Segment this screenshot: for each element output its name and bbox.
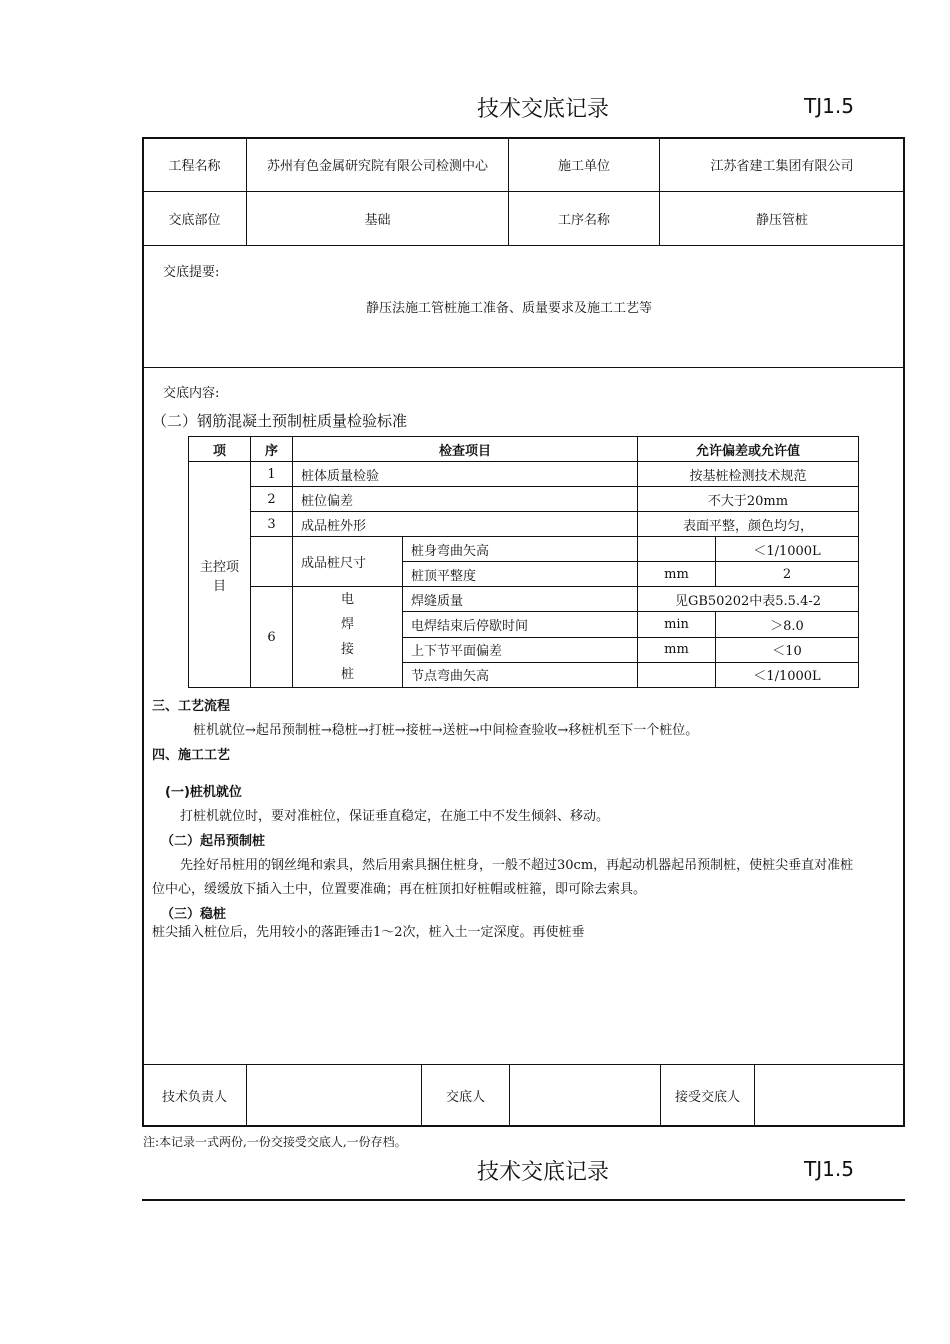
weld-item xyxy=(293,587,403,688)
row-item: 成品桩尺寸 xyxy=(293,537,403,587)
row-subitem: 桩身弯曲矢高 xyxy=(403,537,638,562)
section-1-text: 打桩机就位时，要对准桩位，保证垂直稳定，在施工中不发生倾斜、移动。 xyxy=(180,809,610,824)
row-subitem: 上下节平面偏差 xyxy=(403,637,638,662)
group-label: 主控项目 xyxy=(189,462,251,688)
table-row xyxy=(189,512,859,537)
form-code: TJ1.5 xyxy=(804,94,854,118)
next-page-rule xyxy=(142,1199,905,1201)
row-value: ＜10 xyxy=(716,637,859,662)
row-item: 桩位偏差 xyxy=(293,487,638,512)
quality-standard-table xyxy=(188,436,859,688)
row-value: ＞8.0 xyxy=(716,612,859,637)
row-unit: min xyxy=(638,612,716,637)
row-no: 1 xyxy=(251,462,293,487)
flow-heading: 三、工艺流程 xyxy=(152,699,231,714)
construction-unit-label: 施工单位 xyxy=(509,138,660,192)
flow-text: 桩机就位→起吊预制桩→稳桩→打桩→接桩→送桩→中间检查验收→移桩机至下一个桩位。 xyxy=(193,723,699,738)
col-header-value: 允许偏差或允许值 xyxy=(638,437,859,462)
table-row xyxy=(189,487,859,512)
row-no xyxy=(251,537,293,587)
handover-person-label: 交底人 xyxy=(422,1065,510,1127)
row-no: 6 xyxy=(251,587,293,688)
handover-person-signature xyxy=(510,1065,661,1127)
next-page-code: TJ1.5 xyxy=(804,1157,854,1181)
row-value: 不大于20mm xyxy=(638,487,859,512)
table-row xyxy=(189,462,859,487)
row-value: 见GB50202中表5.5.4-2 xyxy=(638,587,859,612)
project-name-label: 工程名称 xyxy=(143,138,247,192)
row-no: 3 xyxy=(251,512,293,537)
summary-divider xyxy=(142,367,905,368)
summary-label: 交底提要: xyxy=(163,265,220,280)
content-label: 交底内容: xyxy=(163,386,220,401)
row-subitem: 节点弯曲矢高 xyxy=(403,662,638,687)
row-subitem: 焊缝质量 xyxy=(403,587,638,612)
summary-text: 静压法施工管桩施工准备、质量要求及施工工艺等 xyxy=(366,301,653,316)
table-row xyxy=(189,537,859,562)
construction-unit-value: 江苏省建工集团有限公司 xyxy=(660,138,905,192)
row-value: 2 xyxy=(716,562,859,587)
section-1-heading: (一)桩机就位 xyxy=(165,785,242,800)
process-name-value: 静压管桩 xyxy=(660,192,905,246)
row-value: 表面平整，颜色均匀， xyxy=(638,512,859,537)
project-name-value: 苏州有色金属研究院有限公司检测中心 xyxy=(247,138,509,192)
row-item: 成品桩外形 xyxy=(293,512,638,537)
table-title: （二）钢筋混凝土预制桩质量检验标准 xyxy=(152,412,408,430)
section-3-text: 桩尖插入桩位后，先用较小的落距锤击1～2次，桩入土一定深度。再使桩垂 xyxy=(152,925,585,940)
table-row xyxy=(189,587,859,612)
handover-part-label: 交底部位 xyxy=(143,192,247,246)
section-3-heading: （三）稳桩 xyxy=(161,907,227,922)
row-subitem: 电焊结束后停歇时间 xyxy=(403,612,638,637)
row-value: ＜1/1000L xyxy=(716,662,859,687)
col-header-category: 项 xyxy=(189,437,251,462)
table-header-row xyxy=(189,437,859,462)
row-unit: mm xyxy=(638,637,716,662)
receiver-label: 接受交底人 xyxy=(661,1065,755,1127)
handover-part-value: 基础 xyxy=(247,192,509,246)
row-unit: mm xyxy=(638,562,716,587)
signature-table xyxy=(142,1064,905,1127)
craft-heading: 四、施工工艺 xyxy=(152,748,231,763)
process-name-label: 工序名称 xyxy=(509,192,660,246)
weld-char: 焊 xyxy=(340,617,354,632)
page-title: 技术交底记录 xyxy=(477,97,610,122)
row-value: 按基桩检测技术规范 xyxy=(638,462,859,487)
tech-lead-label: 技术负责人 xyxy=(143,1065,247,1127)
record-note: 注:本记录一式两份,一份交接受交底人,一份存档。 xyxy=(143,1135,407,1149)
col-header-item: 检查项目 xyxy=(293,437,638,462)
row-value: ＜1/1000L xyxy=(716,537,859,562)
section-2-heading: （二）起吊预制桩 xyxy=(161,834,266,849)
row-no: 2 xyxy=(251,487,293,512)
row-item: 桩体质量检验 xyxy=(293,462,638,487)
row-unit xyxy=(638,662,716,687)
tech-lead-signature xyxy=(247,1065,422,1127)
section-2-text-line2: 位中心，缓缓放下插入土中，位置要准确；再在桩顶扣好桩帽或桩箍，即可除去索具。 xyxy=(152,882,647,897)
weld-char: 电 xyxy=(340,592,354,607)
row-subitem: 桩顶平整度 xyxy=(403,562,638,587)
receiver-signature xyxy=(755,1065,905,1127)
col-header-no: 序 xyxy=(251,437,293,462)
section-2-text-line1: 先拴好吊桩用的钢丝绳和索具，然后用索具捆住桩身，一般不超过30cm，再起动机器起吊预制桩，使桩尖垂直对准桩 xyxy=(180,858,854,873)
next-page-title: 技术交底记录 xyxy=(477,1160,610,1185)
row-unit xyxy=(638,537,716,562)
info-table xyxy=(142,137,905,246)
weld-char: 桩 xyxy=(340,667,354,682)
weld-char: 接 xyxy=(340,642,354,657)
